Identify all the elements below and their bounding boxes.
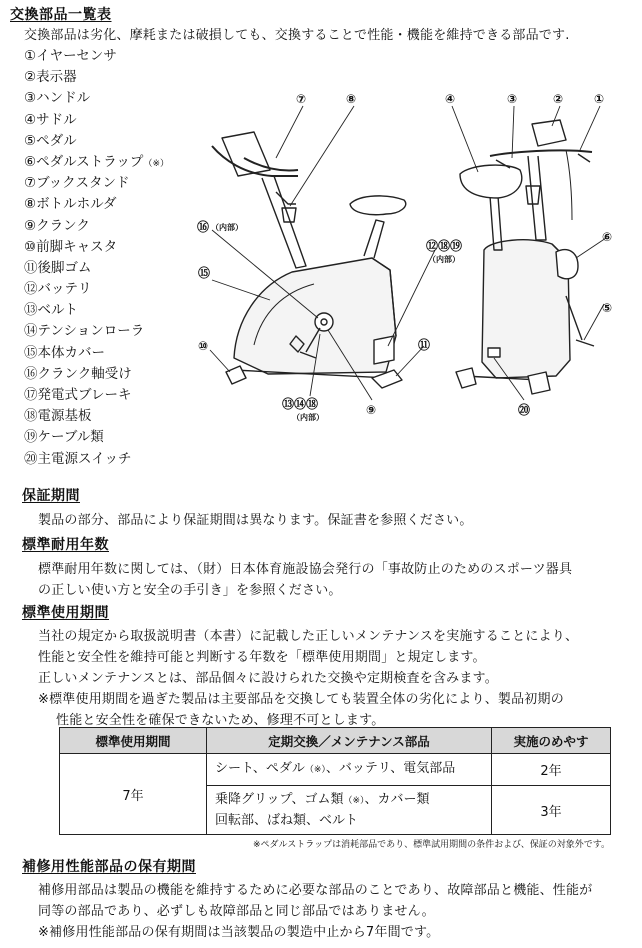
table-header: 実施のめやす: [492, 728, 611, 754]
maintenance-table: [59, 727, 611, 835]
usage-line: ※標準使用期間を過ぎた製品は主要部品を交換しても装置全体の劣化により、製品初期の: [38, 692, 564, 707]
parts-text: 、カバー類: [364, 791, 430, 807]
part-item: ⑱電源基板: [24, 408, 92, 425]
usage-line: 当社の規定から取扱説明書（本書）に記載した正しいメンテナンスを実施することにより、: [38, 629, 579, 644]
interval-cell: 2年: [492, 754, 611, 786]
part-item: ⑦ブックスタンド: [24, 175, 130, 192]
table-header-row: [60, 728, 611, 754]
table-footnote: ※ペダルストラップは消耗部品であり、標準試用期間の条件および、保証の対象外です。: [252, 840, 610, 850]
usage-line: 性能と安全性を維持可能と判断する年数を「標準使用期間」と規定します。: [38, 650, 486, 665]
callout-10: ⑩: [198, 339, 209, 353]
usage-heading: 標準使用期間: [22, 605, 109, 621]
callout-7: ⑦: [296, 92, 307, 106]
part-item: ①イヤーセンサ: [24, 48, 117, 64]
parts-intro: 交換部品は劣化、摩耗または破損しても、交換することで性能・機能を維持できる部品です.: [24, 28, 570, 43]
parts-text: 乗降グリップ、ゴム類: [215, 791, 344, 807]
callout-5: ⑤: [602, 301, 613, 315]
callout-16: ⑯: [197, 220, 210, 234]
callout-2: ②: [553, 92, 564, 106]
part-item: ⑫バッテリ: [24, 281, 92, 298]
table-header: 標準使用期間: [60, 728, 207, 754]
interval-cell: 3年: [492, 786, 611, 835]
callout-3: ③: [507, 92, 518, 106]
callout-8: ⑧: [346, 92, 357, 106]
bike-side-view-illustration: [212, 132, 406, 388]
usage-line: 正しいメンテナンスとは、部品個々に設けられた交換や定期検査を含みます。: [38, 671, 498, 686]
part-item: ⑭テンションローラ: [24, 323, 145, 340]
callout-15: ⑮: [198, 266, 211, 280]
callout-12-18-19: ⑫⑱⑲: [426, 239, 463, 253]
parts-cell: [207, 786, 492, 835]
parts-text: 回転部、ばね類、ベルト: [215, 812, 359, 828]
part-item: ⑧ボトルホルダ: [24, 196, 117, 213]
part-item: ⑬ベルト: [24, 302, 78, 319]
callout-20: ⑳: [518, 403, 531, 417]
table-header: 定期交換／メンテナンス部品: [207, 728, 492, 754]
parts-list-heading: 交換部品一覧表: [10, 7, 112, 23]
callout-12-internal: （内部）: [428, 255, 460, 264]
durability-line: の正しい使い方と安全の手引き」を参照ください。: [38, 583, 342, 598]
parts-text: 、バッテリ、電気部品: [325, 761, 456, 776]
callout-13-14-18: ⑬⑭⑱: [282, 397, 319, 411]
part-item: ⑩前脚キャスタ: [24, 238, 118, 255]
parts-cell: [207, 754, 492, 786]
parts-text: シート、ペダル: [215, 761, 305, 776]
part-item: ⑤ペダル: [24, 132, 77, 149]
part-item: ⑲ケーブル類: [24, 429, 104, 446]
warranty-heading: 保証期間: [22, 488, 80, 504]
spare-line: 補修用部品は製品の機能を維持するために必要な部品のことであり、故障部品と機能、性能が: [38, 883, 593, 898]
callout-4: ④: [445, 92, 456, 106]
spare-heading: 補修用性能部品の保有期間: [22, 859, 196, 875]
part-item: ⑰発電式ブレーキ: [24, 387, 132, 403]
warranty-text: 製品の部分、部品により保証期間は異なります。保証書を参照ください。: [38, 513, 473, 528]
bike-rear-view-illustration: [456, 120, 594, 394]
period-cell: 7年: [60, 754, 207, 835]
note-mark: （※）: [304, 765, 326, 775]
durability-heading: 標準耐用年数: [22, 537, 109, 553]
usage-line: 性能と安全性を確保できないため、修理不可とします。: [56, 713, 385, 728]
durability-line: 標準耐用年数に関しては、（財）日本体育施設協会発行の「事故防止のためのスポーツ器具: [38, 562, 573, 577]
part-item: ③ハンドル: [24, 90, 91, 107]
callout-1: ①: [594, 92, 605, 106]
table-row: [60, 754, 611, 786]
callout-9: ⑨: [366, 403, 377, 417]
callout-16-internal: （内部）: [211, 223, 243, 232]
part-item: ⑨クランク: [24, 217, 90, 234]
part-item: ⑳主電源スイッチ: [24, 450, 132, 467]
part-item: ②表示器: [24, 69, 77, 86]
parts-note-mark: （※）: [143, 158, 169, 169]
note-mark: （※）: [343, 795, 365, 806]
part-item: ⑪後脚ゴム: [24, 259, 92, 276]
part-item: ④サドル: [24, 111, 77, 128]
callout-6: ⑥: [602, 230, 613, 244]
part-item: ⑥ペダルストラップ: [24, 153, 144, 170]
part-item: ⑮本体カバー: [24, 344, 105, 361]
part-item: ⑯クランク軸受け: [24, 365, 132, 382]
spare-line: ※補修用性能部品の保有期間は当該製品の製造中止から7年間です。: [38, 925, 440, 940]
callout-11: ⑪: [418, 338, 431, 352]
callout-13-internal: （内部）: [292, 413, 324, 422]
spare-line: 同等の部品であり、必ずしも故障部品と同じ部品ではありません。: [38, 904, 435, 919]
